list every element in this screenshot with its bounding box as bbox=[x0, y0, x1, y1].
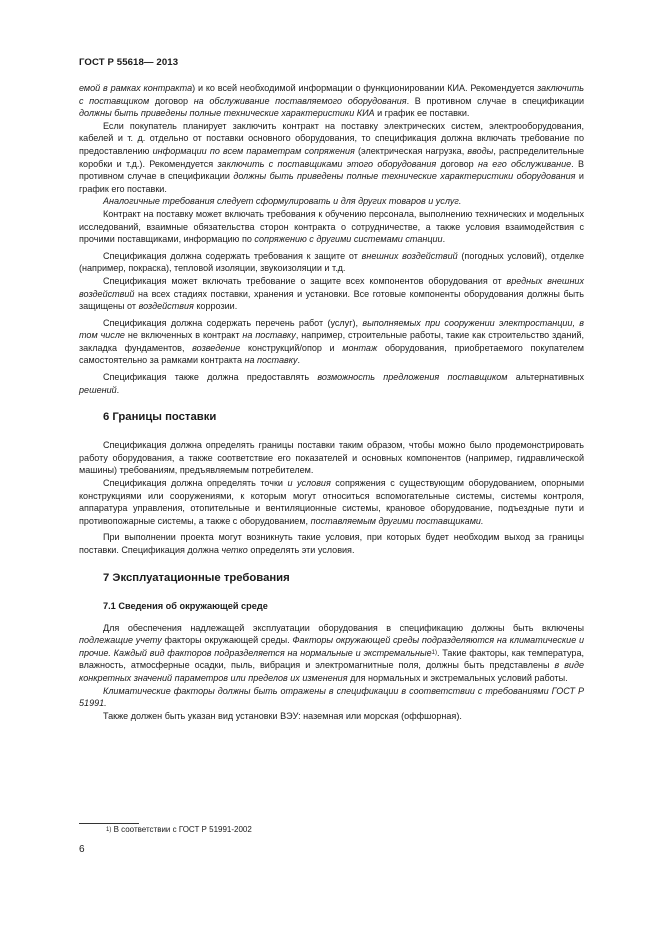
page-body bbox=[79, 82, 584, 722]
subsection-7-1-heading: 7.1 Сведения об окружающей среде bbox=[103, 600, 268, 611]
section-7-body bbox=[79, 622, 584, 723]
footnote bbox=[106, 825, 252, 835]
section-7-heading: 7 Эксплуатационные требования bbox=[103, 571, 290, 584]
section-6-heading: 6 Границы поставки bbox=[103, 411, 217, 424]
paragraph: Если покупатель планирует заключить контракт на поставку электрических систем, электрооборудования, кабелей и т. д. отдельно от поставки основного оборудования, то спецификация должна включать требование по предоставлению информации по всем параметрам сопряжения (электрическая нагрузка, вводы, распределительные коробки и т.д.). Рекомендуется заключить с поставщиками этого оборудования договор на его обслуживание. В противном случае в спецификации должны быть приведены полные технические характеристики оборудования и график его поставки. bbox=[79, 120, 584, 194]
footnote-separator bbox=[79, 823, 139, 824]
paragraph: Аналогичные требования следует сформулировать и для других товаров и услуг. bbox=[103, 196, 462, 207]
footnote-mark: 1) bbox=[106, 827, 112, 833]
paragraph: Климатические факторы должны быть отражены в спецификации в соответствии с требованиями ГОСТ Р 51991. bbox=[79, 685, 584, 709]
section-6-body bbox=[79, 439, 584, 556]
paragraph: Спецификация должна определять границы поставки таким образом, чтобы можно было продемонстрировать работу оборудования, а также соответствие его показателей и основных компонентов (например, гидравлической машины) требованиям, предъявляемым потребителем. bbox=[79, 440, 584, 476]
paragraph: Спецификация также должна предоставлять возможность предложения поставщиком альтернативных решений. bbox=[79, 372, 584, 395]
section-5-continuation bbox=[79, 82, 584, 396]
paragraph: Для обеспечения надлежащей эксплуатации оборудования в спецификацию должны быть включены подлежащие учету факторы окружающей среды. Факторы окружающей среды подразделяются на климатические и прочие. Каждый вид факторов подразделяется на нормальные и экстремальные$^{1)}$. Такие факторы, как температура, влажность, атмосферные осадки, пыль, вибрация и электромагнитные поля, должны быть представлены в виде конкретных значений параметров или пределов их изменения для нормальных и экстремальных условий работы. bbox=[79, 622, 584, 683]
page-number: 6 bbox=[79, 844, 85, 855]
footnote-text: В соответствии с ГОСТ Р 51991-2002 bbox=[113, 825, 252, 834]
paragraph: Контракт на поставку может включать требования к обучению персонала, выполнению технических и модельных исследований, взаимные обязательства сторон контракта о сотрудничестве, а также условия взаимодействия с прочими поставщиками, информацию по сопряжению с другими системами станции. bbox=[79, 208, 584, 245]
document-header: ГОСТ Р 55618— 2013 bbox=[79, 57, 179, 68]
paragraph: Спецификация должна содержать требования к защите от внешних воздействий (погодных условий), отделке (например, покраска), тепловой изоляции, звукоизоляции и т.д. bbox=[79, 250, 584, 274]
paragraph: При выполнении проекта могут возникнуть такие условия, при которых будет необходим выход за границы поставки. Спецификация должна четко определять эти условия. bbox=[79, 532, 584, 555]
paragraph: Также должен быть указан вид установки ВЭУ: наземная или морская (оффшорная). bbox=[103, 710, 462, 721]
paragraph: Спецификация должна содержать перечень работ (услуг), выполняемых при сооружении электростанции, в том числе не включенных в контракт на поставку, например, строительные работы, такие как строительство зданий, закладка фундаментов, возведение конструкций/опор и монтаж оборудования, приобретаемого покупателем самостоятельно за рамками контракта на поставку. bbox=[79, 317, 585, 366]
paragraph: Спецификация должна определять точки и условия сопряжения с существующим оборудованием, опорными конструкциями или сооружениями, к которым могут относиться вспомогательные системы, системы контроля, аппаратура управления, отопительные и вентиляционные системы, крановое оборудование, подъездные пути и противопожарные системы, а также с оборудованием, поставляемым другими поставщиками. bbox=[79, 478, 585, 526]
paragraph: Спецификация может включать требование о защите всех компонентов оборудования от вредных внешних воздействий на всех стадиях поставки, хранения и установки. Все готовые компоненты оборудования должны быть защищены от воздействия коррозии. bbox=[79, 275, 584, 312]
paragraph: емой в рамках контракта) и ко всей необходимой информации о функционировании КИА. Рекомендуется заключить с поставщиком договор на обслуживание поставляемого оборудования. В противном случае в спецификации должны быть приведены полные технические характеристики КИА и график ее поставки. bbox=[79, 83, 585, 119]
